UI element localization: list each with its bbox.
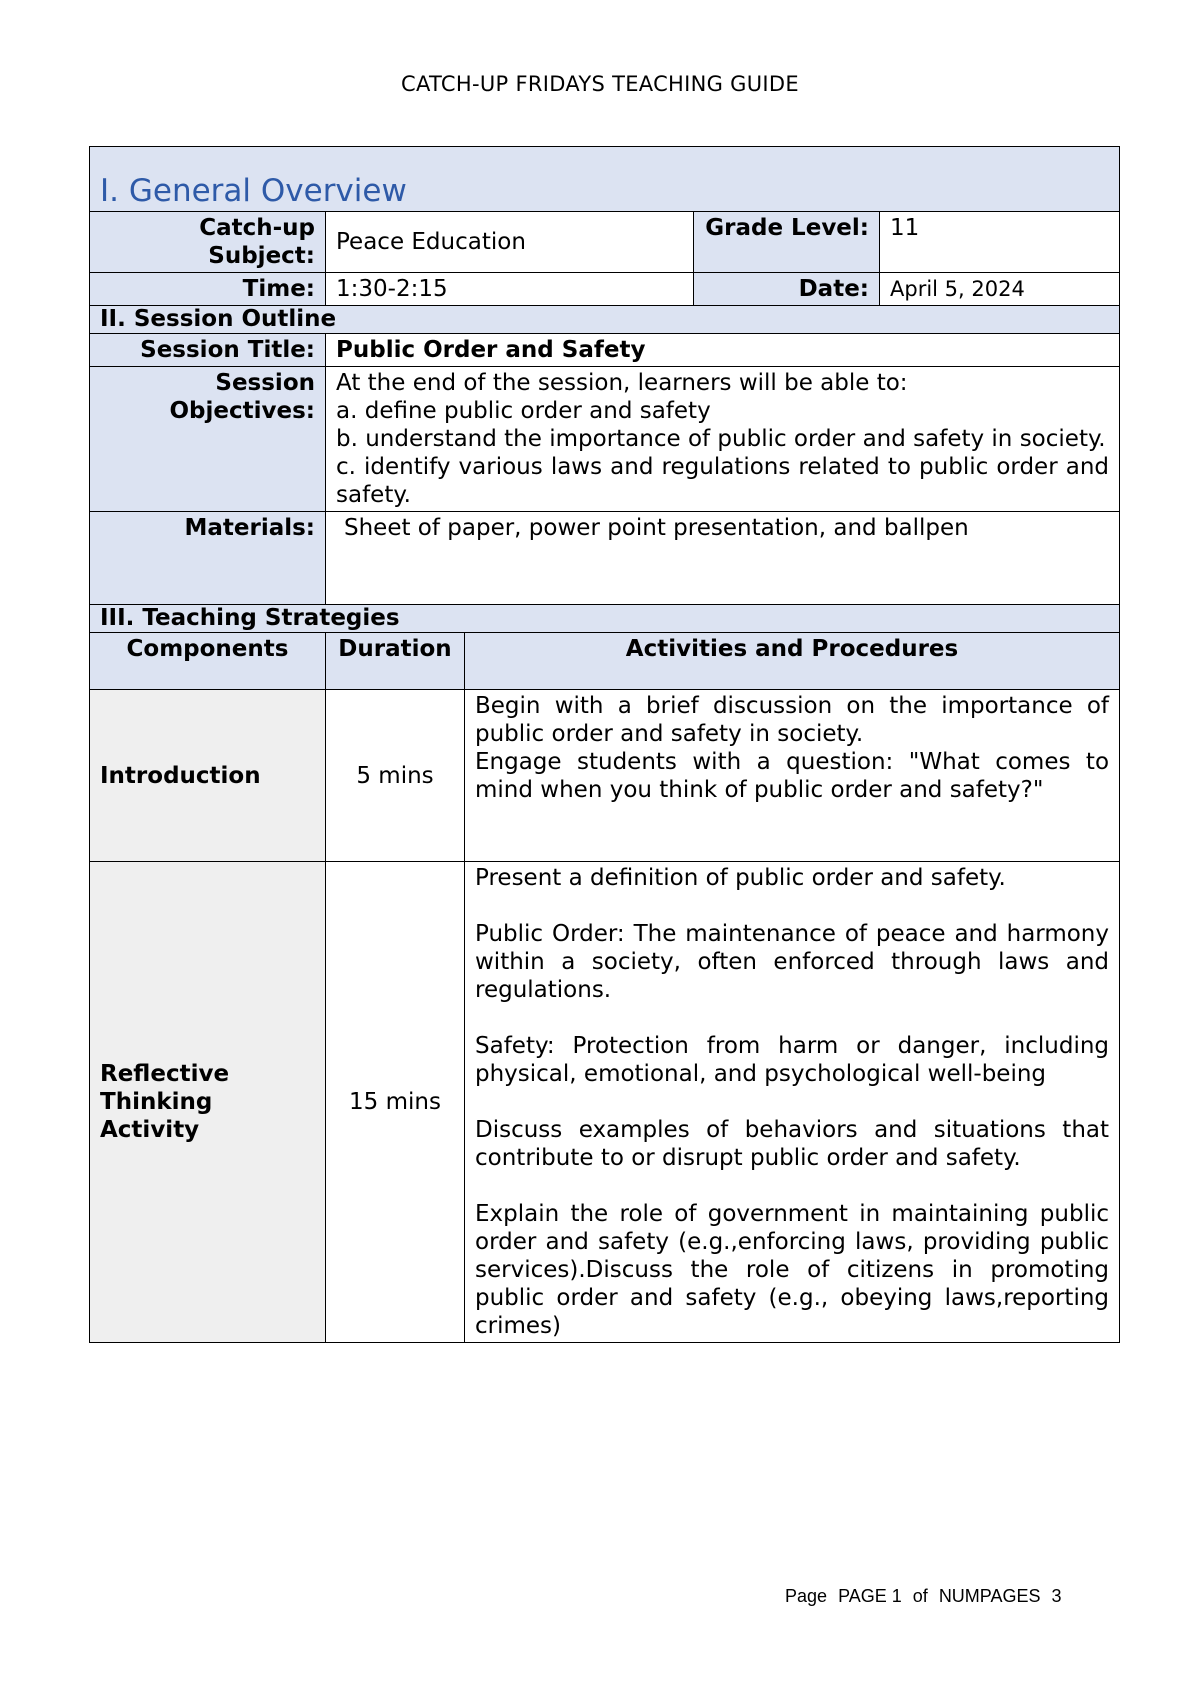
teaching-strategies-heading: III. Teaching Strategies bbox=[90, 605, 1120, 633]
footer-of-word: of bbox=[912, 1586, 928, 1606]
grade-value: 11 bbox=[880, 212, 1120, 273]
general-overview-heading: I. General Overview bbox=[90, 147, 1120, 212]
activity-paragraph: Public Order: The maintenance of peace and harmony within a society, often enforced through laws and regulations. bbox=[475, 921, 1110, 1003]
date-label: Date: bbox=[694, 273, 880, 306]
subject-value: Peace Education bbox=[326, 212, 694, 273]
grade-label: Grade Level: bbox=[694, 212, 880, 273]
table-row bbox=[90, 862, 1120, 1343]
column-header-activities: Activities and Procedures bbox=[465, 633, 1120, 690]
time-value: 1:30-2:15 bbox=[326, 273, 694, 306]
activity-paragraph: Begin with a brief discussion on the importance of public order and safety in society. bbox=[475, 693, 1110, 747]
component-reflective-thinking: Reflective Thinking Activity bbox=[90, 862, 326, 1343]
subject-label: Catch-up Subject: bbox=[90, 212, 326, 273]
activity-paragraph: Explain the role of government in maintaining public order and safety (e.g.,enforcing laws, providing public services).Discuss the role of citizens in promoting public order and safety (e.g., obeying laws,reporting crimes) bbox=[475, 1201, 1110, 1339]
paragraph-spacer bbox=[475, 892, 1109, 920]
duration-reflective-thinking: 15 mins bbox=[326, 862, 465, 1343]
activities-introduction bbox=[465, 690, 1120, 862]
column-header-duration: Duration bbox=[326, 633, 465, 690]
table-row bbox=[90, 690, 1120, 862]
objectives-label: Session Objectives: bbox=[90, 367, 326, 512]
footer-numpages-field: NUMPAGES bbox=[938, 1586, 1041, 1606]
time-label: Time: bbox=[90, 273, 326, 306]
activity-paragraph: Present a definition of public order and safety. bbox=[475, 865, 1006, 891]
objective-item: a. define public order and safety bbox=[336, 398, 711, 424]
footer-page-word: Page bbox=[785, 1586, 828, 1606]
objective-item: b. understand the importance of public order and safety in society. bbox=[336, 426, 1106, 452]
materials-label: Materials: bbox=[90, 512, 326, 605]
activities-reflective-thinking bbox=[465, 862, 1120, 1343]
activity-paragraph: Engage students with a question: "What comes to mind when you think of public order and safety?" bbox=[475, 749, 1110, 803]
date-value: April 5, 2024 bbox=[880, 273, 1120, 306]
objectives-intro: At the end of the session, learners will be able to: bbox=[336, 370, 908, 396]
session-outline-heading: II. Session Outline bbox=[90, 306, 1120, 334]
paragraph-spacer bbox=[475, 1172, 1109, 1200]
objective-item: c. identify various laws and regulations related to public order and safety. bbox=[336, 454, 1110, 508]
session-title-value: Public Order and Safety bbox=[326, 334, 1120, 367]
column-header-components: Components bbox=[90, 633, 326, 690]
duration-introduction: 5 mins bbox=[326, 690, 465, 862]
footer-page-field: PAGE 1 bbox=[838, 1586, 902, 1606]
teaching-guide-table bbox=[89, 146, 1120, 1343]
paragraph-spacer bbox=[475, 1088, 1109, 1116]
materials-value: Sheet of paper, power point presentation, and ballpen bbox=[326, 512, 1120, 605]
session-title-label: Session Title: bbox=[90, 334, 326, 367]
activity-paragraph: Safety: Protection from harm or danger, including physical, emotional, and psychological well-being bbox=[475, 1033, 1110, 1087]
paragraph-spacer bbox=[475, 1004, 1109, 1032]
objectives-cell bbox=[326, 367, 1120, 512]
page-footer bbox=[785, 1586, 1068, 1607]
footer-total-pages: 3 bbox=[1051, 1586, 1062, 1606]
component-introduction: Introduction bbox=[90, 690, 326, 862]
activity-paragraph: Discuss examples of behaviors and situations that contribute to or disrupt public order and safety. bbox=[475, 1117, 1110, 1171]
document-header: CATCH-UP FRIDAYS TEACHING GUIDE bbox=[401, 72, 799, 96]
